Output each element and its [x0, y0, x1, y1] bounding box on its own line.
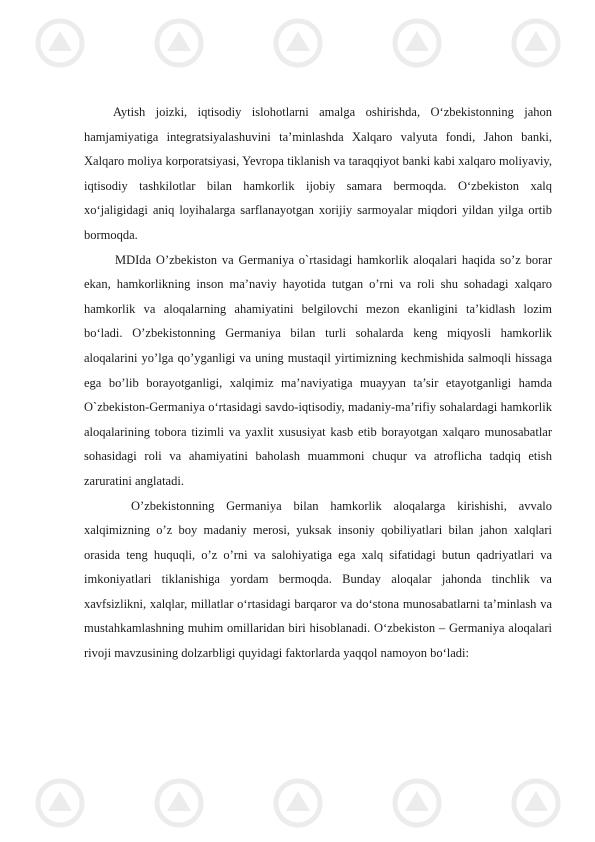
decorative-logo-icon	[272, 17, 324, 69]
decorative-logo-icon	[34, 777, 86, 829]
watermark-row	[0, 8, 595, 78]
decorative-logo-icon	[272, 777, 324, 829]
decorative-logo-icon	[391, 777, 443, 829]
decorative-logo-icon	[510, 17, 562, 69]
paragraph-1: Aytish joizki, iqtisodiy islohotlarni amalga oshirishda, O‘zbekistonning jahon hamjamiyatiga integratsiyalashuvini ta’minlashda Xalqaro valyuta fondi, Jahon banki, Xalqaro moliya korporatsiyasi, Yevropa tiklanish va taraqqiyot banki kabi xalqaro moliyaviy, iqtisodiy tashkilotlar bilan hamkorlik ijobiy samara bermoqda. O‘zbekiston xalq xo‘jaligidagi aniq loyihalarga sarflanayotgan xorijiy sarmoyalar miqdori yildan yilga ortib bormoqda.	[84, 105, 552, 242]
paragraph-3: O’zbekistonning Germaniya bilan hamkorlik aloqalarga kirishishi, avvalo xalqimizning o’z boy madaniy merosi, yuksak insoniy qobiliyatlari bilan jahon xalqlari orasida teng huquqli, o’z o’rni va salohiyatiga ega xalq sifatidagi butun qadriyatlari va imkoniyatlari tiklanishiga yordam bermoqda. Bunday aloqalar jahonda tinchlik va xavfsizlikni, xalqlar, millatlar o‘rtasidagi barqaror va do‘stona munosabatlarni ta’minlash va mustahkamlashning muhim omillaridan biri hisoblanadi. O‘zbekiston – Germaniya aloqalari rivoji mavzusining dolzarbligi quyidagi faktorlarda yaqqol namoyon bo‘ladi:	[84, 498, 552, 661]
decorative-logo-icon	[391, 17, 443, 69]
decorative-logo-icon	[153, 777, 205, 829]
decorative-logo-icon	[510, 777, 562, 829]
decorative-logo-icon	[34, 17, 86, 69]
decorative-logo-icon	[153, 17, 205, 69]
watermark-row	[0, 768, 595, 838]
paragraph-2: MDIda O’zbekiston va Germaniya o`rtasidagi hamkorlik aloqalari haqida so’z borar ekan, hamkorlikning inson ma’naviy hayotida tutgan o’rni va roli shu sohadagi xalqaro hamkorlik va aloqalarning ahamiyatini belgilovchi mezon ekanligini ta’kidlash lozim bo‘ladi. O’zbekistonning Germaniya bilan turli sohalarda keng miqyosli hamkorlik aloqalarini yo’lga qo’yganligi va uning mustaqil yirtimizning kechmishida salmoqli hissaga ega bo’lib borayotganligi, xalqimiz ma’naviyatiga muayyan ta’sir etayotganligi hamda O`zbekiston-Germaniya o‘rtasidagi savdo-iqtisodiy, madaniy-ma’rifiy sohalardagi hamkorlik aloqalarining tobora tizimli va yaxlit xususiyat kasb etib borayotgan xalqaro munosabatlar sohasidagi roli va ahamiyatini baholash muammoni chuqur va atroflicha tadqiq etish zaruratini anglatadi.	[84, 252, 552, 488]
document-body	[84, 100, 552, 666]
